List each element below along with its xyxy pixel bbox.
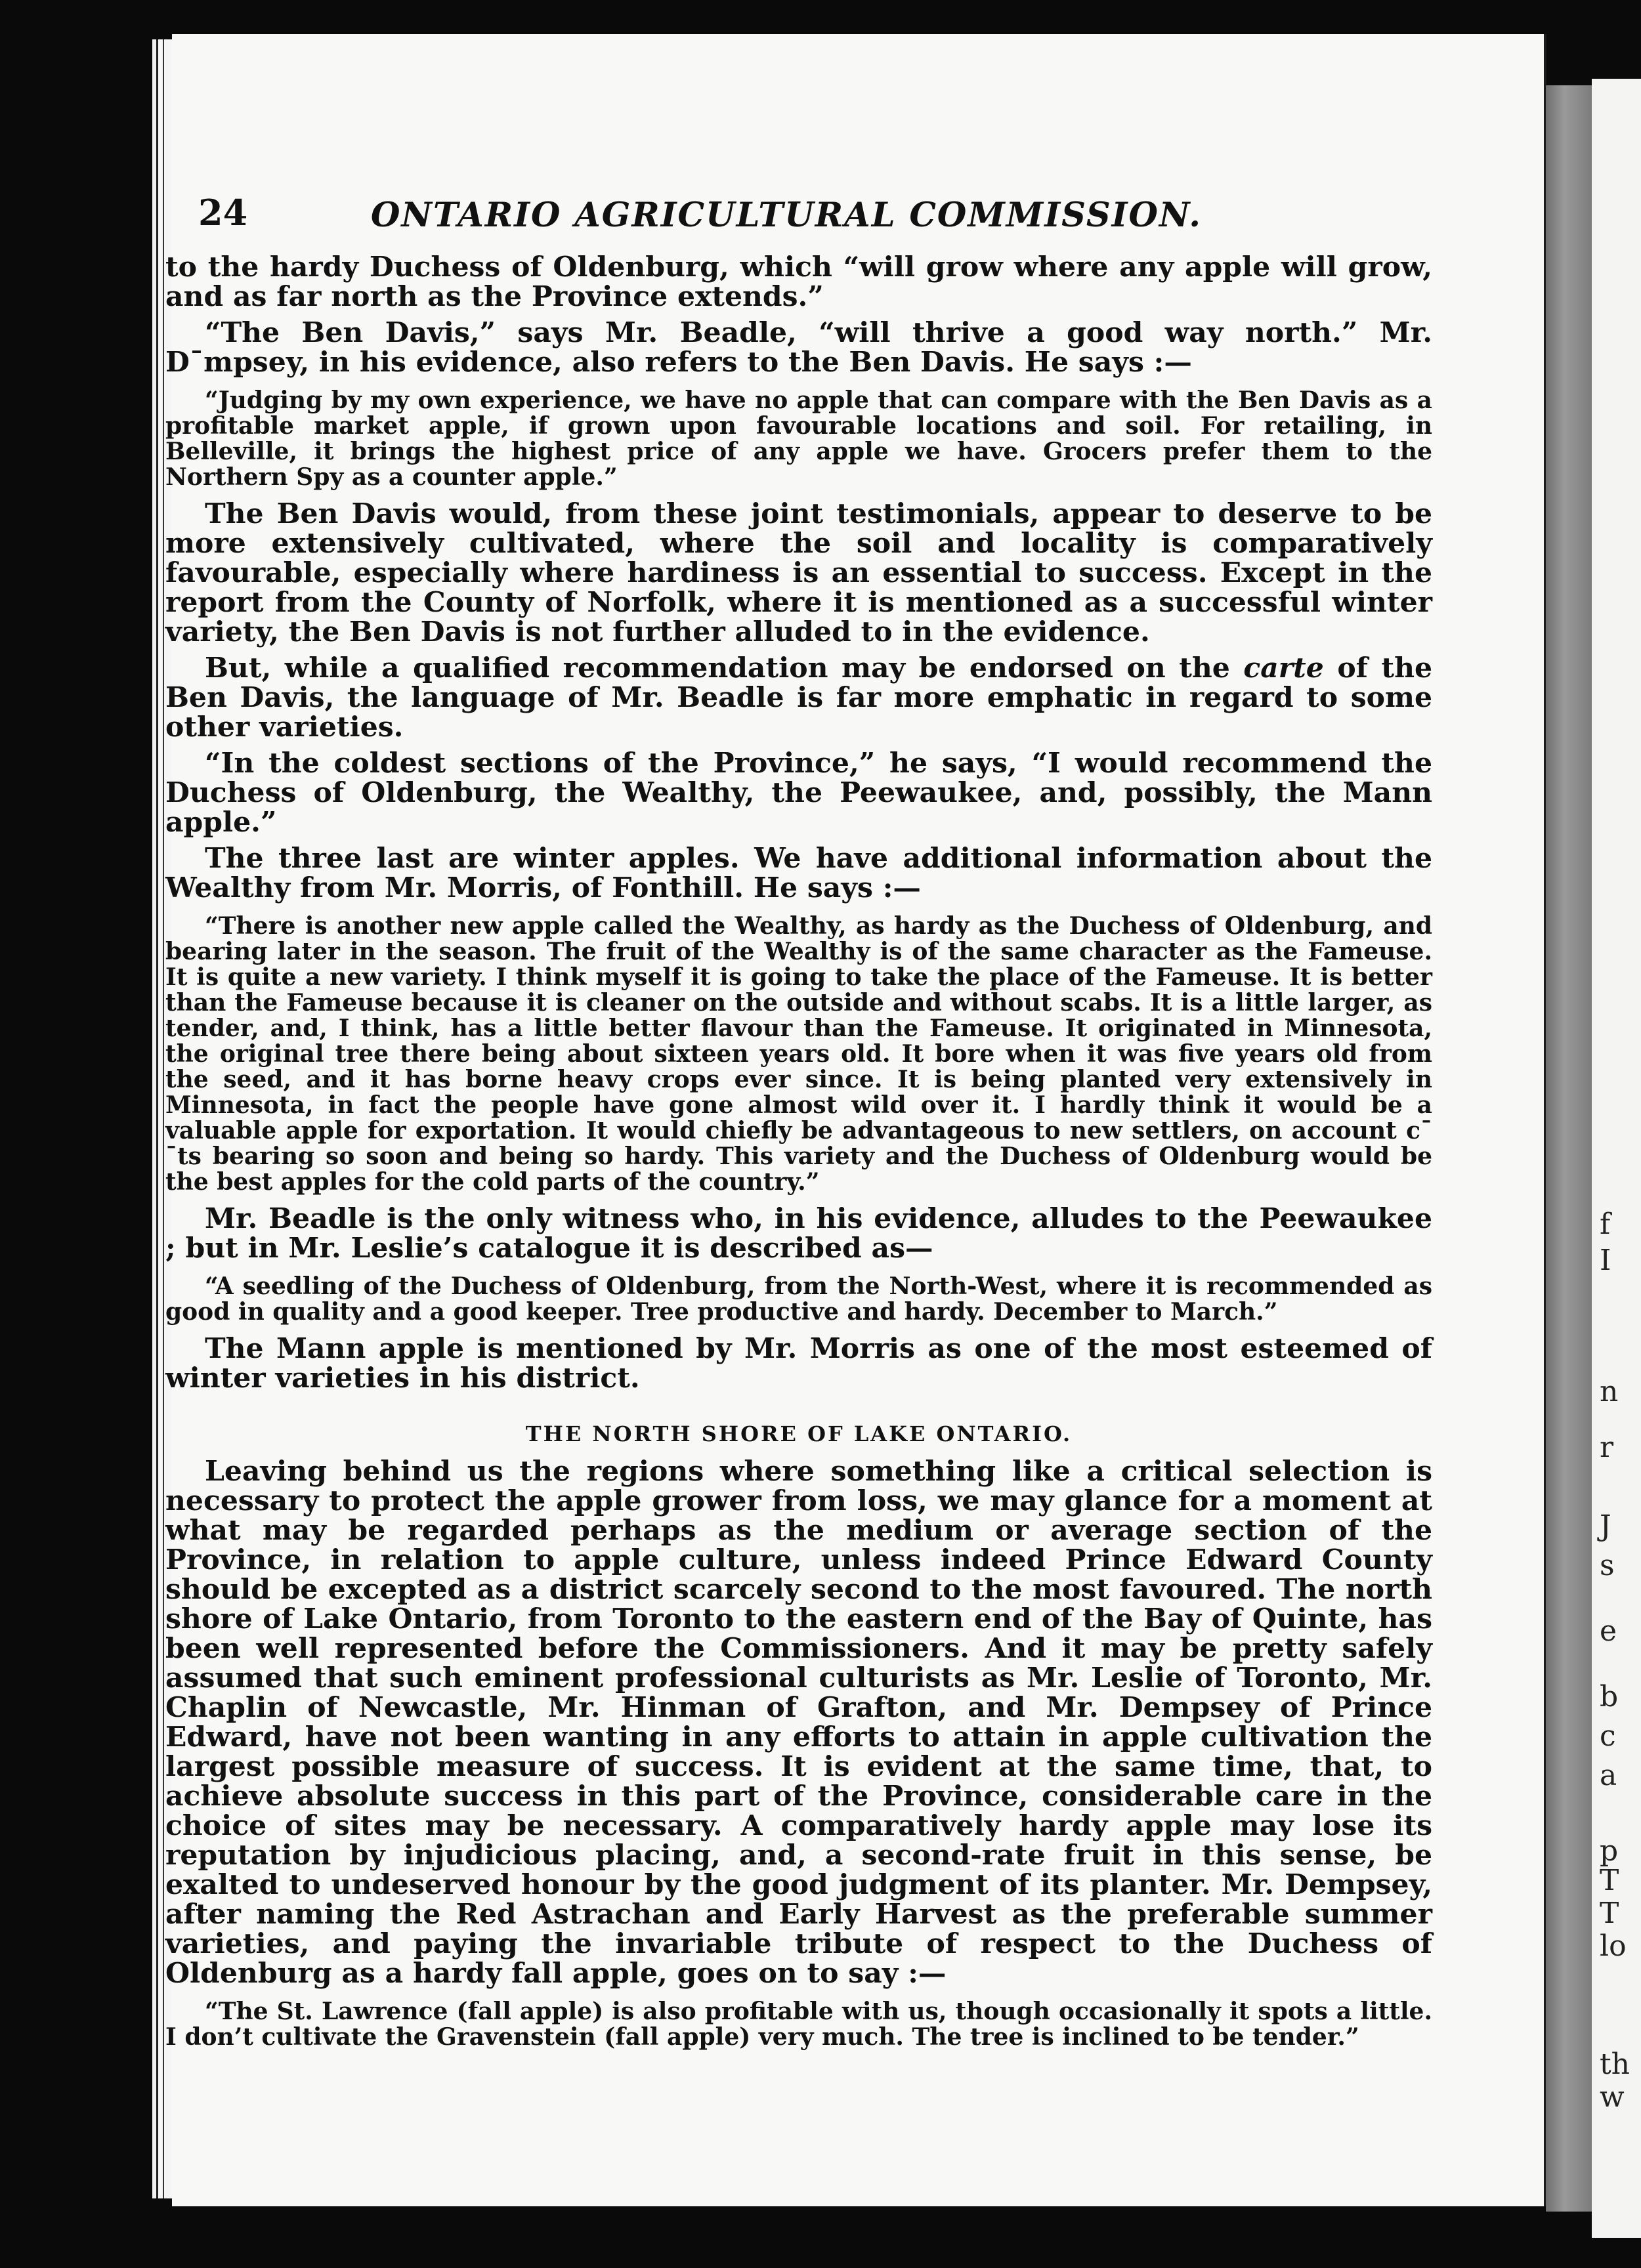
next-page-fragment: w bbox=[1600, 2080, 1625, 2114]
next-page-fragment: lo bbox=[1600, 1929, 1627, 1963]
italic-term: carte bbox=[1243, 652, 1324, 684]
block-quote: “The St. Lawrence (fall apple) is also profitable with us, though occasionally it spots a little. I don’t cultivate the Gravenstein (fall apple) very much. The tree is inclined to be tender.” bbox=[165, 1998, 1432, 2051]
block-quote: “Judging by my own experience, we have no apple that can compare with the Ben Davis as a profitable market apple, if grown upon favourable locations and soil. For retailing, in Belleville, it brings the highest price of any apple we have. Grocers prefer them to the Northern Spy as a counter apple.” bbox=[165, 387, 1432, 491]
next-page-fragment: b bbox=[1600, 1680, 1619, 1713]
paragraph-text: But, while a qualified recommendation may be endorsed on the bbox=[205, 652, 1230, 684]
page-binding-shadow bbox=[1546, 85, 1592, 2212]
adjacent-page-edge bbox=[1592, 79, 1641, 2238]
next-page-fragment: J bbox=[1600, 1509, 1611, 1543]
paragraph: “In the coldest sections of the Province,” he says, “I would recommend the Duchess of Oldenburg, the Wealthy, the Peewaukee, and, possibly, the Mann apple.” bbox=[165, 747, 1432, 839]
running-title: ONTARIO AGRICULTURAL COMMISSION. bbox=[371, 196, 1203, 235]
next-page-fragment: th bbox=[1600, 2048, 1630, 2081]
next-page-fragment: s bbox=[1600, 1549, 1615, 1582]
next-page-fragment: e bbox=[1600, 1614, 1617, 1648]
block-quote: “There is another new apple called the Wealthy, as hardy as the Duchess of Oldenburg, and bearing later in the season. The fruit of the Wealthy is of the same character as the Fameuse. It is quite a new variety. I think myself it is going to take the place of the Fameuse. It is better than the Fameuse because it is cleaner on the outside and without scabs. It is a little larger, as tender, and, I think, has a little better flavour than the Fameuse. It originated in Minnesota, the original tree there being about sixteen years old. It bore when it was five years old from the seed, and it has borne heavy crops ever since. It is being planted very extensively in Minnesota, in fact the people have gone almost wild over it. I hardly think it would be a valuable apple for exportation. It would chiefly be advantageous to new settlers, on account cˉ ˉts bearing so soon and being so hardy. This variety and the Duchess of Oldenburg would be the best apples for the cold parts of the country.” bbox=[165, 912, 1432, 1196]
next-page-fragment: p bbox=[1600, 1834, 1619, 1868]
block-quote: “A seedling of the Duchess of Oldenburg, from the North-West, where it is recommended as good in quality and a good keeper. Tree productive and hardy. December to March.” bbox=[165, 1272, 1432, 1326]
next-page-fragment: T bbox=[1600, 1897, 1619, 1930]
page-number: 24 bbox=[198, 192, 248, 234]
paragraph bbox=[165, 654, 1432, 742]
next-page-fragment: T bbox=[1600, 1864, 1619, 1897]
paragraph: Leaving behind us the regions where something like a critical selection is necessary to protect the apple grower from loss, we may glance for a moment at what may be regarded perhaps as the medium or average section of the Province, in relation to apple culture, unless indeed Prince Edward County should be excepted as a district scarcely second to the most favoured. The north shore of Lake Ontario, from Toronto to the eastern end of the Bay of Quinte, has been well represented before the Commissioners. And it may be pretty safely assumed that such eminent professional culturists as Mr. Leslie of Toronto, Mr. Chaplin of Newcastle, Mr. Hinman of Grafton, and Mr. Dempsey of Prince Edward, have not been wanting in any efforts to attain in apple cultivation the largest possible measure of success. It is evident at the same time, that, to achieve absolute success in this part of the Province, considerable care in the choice of sites may be necessary. A comparatively hardy apple may lose its reputation by injudicious placing, and, a second-rate fruit in this sense, be exalted to undeserved honour by the good judgment of its planter. Mr. Dempsey, after naming the Red Astrachan and Early Harvest as the preferable summer varieties, and paying the invariable tribute of respect to the Duchess of Oldenburg as a hardy fall apple, goes on to say :— bbox=[165, 1455, 1432, 1990]
section-heading: THE NORTH SHORE OF LAKE ONTARIO. bbox=[525, 1421, 1073, 1446]
next-page-fragment: r bbox=[1600, 1431, 1614, 1464]
next-page-fragment: c bbox=[1600, 1719, 1616, 1753]
body-text bbox=[165, 253, 1432, 2059]
next-page-fragment: I bbox=[1600, 1244, 1611, 1277]
paragraph: to the hardy Duchess of Oldenburg, which “will grow where any apple will grow, and as far north as the Province extends.” bbox=[165, 251, 1432, 313]
paragraph-text: of the Ben Davis, the language of Mr. Beadle is far more emphatic in regard to some other varieties. bbox=[165, 652, 1433, 744]
paragraph: The three last are winter apples. We have additional information about the Wealthy from Mr. Morris, of Fonthill. He says :— bbox=[165, 842, 1432, 904]
next-page-fragment: f bbox=[1600, 1208, 1611, 1241]
next-page-fragment: a bbox=[1600, 1759, 1617, 1792]
paragraph: “The Ben Davis,” says Mr. Beadle, “will thrive a good way north.” Mr. Dˉmpsey, in his evidence, also refers to the Ben Davis. He says :— bbox=[165, 316, 1432, 379]
paragraph: The Ben Davis would, from these joint testimonials, appear to deserve to be more extensively cultivated, where the soil and locality is comparatively favourable, especially where hardiness is an essential to success. Except in the report from the County of Norfolk, where it is mentioned as a successful winter variety, the Ben Davis is not further alluded to in the evidence. bbox=[165, 497, 1432, 648]
next-page-fragment: n bbox=[1600, 1375, 1619, 1408]
paragraph: Mr. Beadle is the only witness who, in his evidence, alludes to the Peewaukee ; but in Mr. Leslie’s catalogue it is described as— bbox=[165, 1202, 1432, 1265]
paragraph: The Mann apple is mentioned by Mr. Morris as one of the most esteemed of winter varieties in his district. bbox=[165, 1332, 1432, 1395]
